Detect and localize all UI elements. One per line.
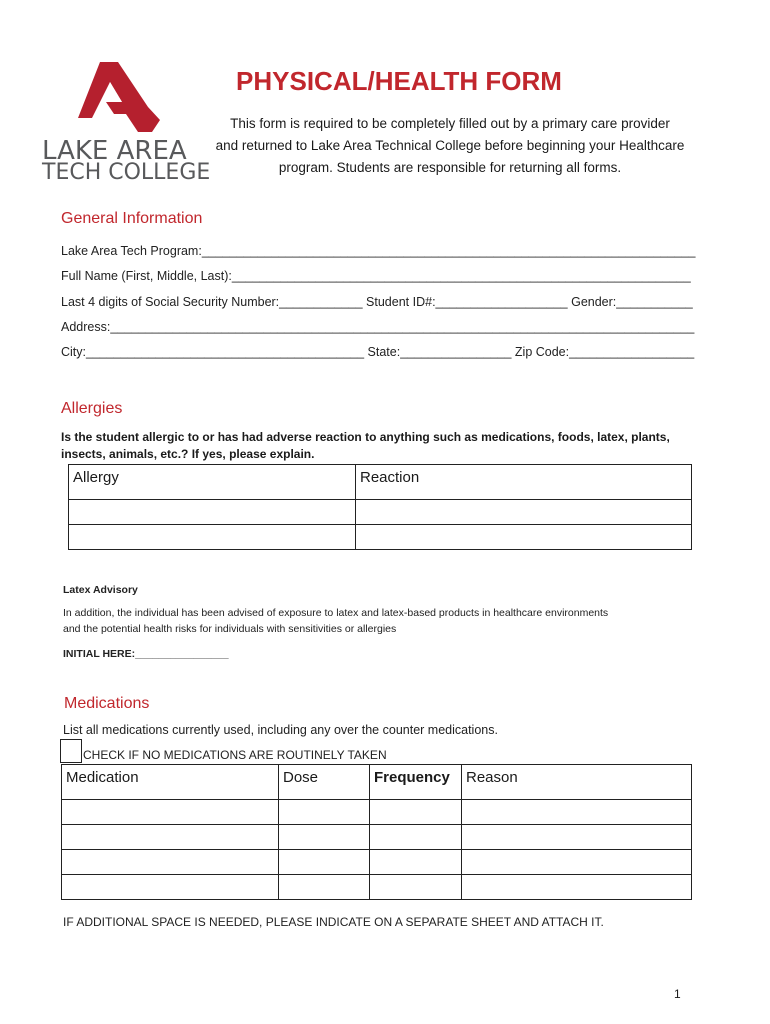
frequency-cell[interactable]	[370, 825, 462, 850]
reaction-cell[interactable]	[356, 500, 692, 525]
additional-space-note: IF ADDITIONAL SPACE IS NEEDED, PLEASE INDICATE ON A SEPARATE SHEET AND ATTACH IT.	[63, 915, 604, 929]
table-row	[62, 875, 692, 900]
dose-cell[interactable]	[279, 800, 370, 825]
allergy-header-row	[69, 465, 692, 500]
intro-line-3: program. Students are responsible for returning all forms.	[278, 160, 622, 175]
table-row	[62, 825, 692, 850]
allergy-col-header: Allergy	[69, 465, 356, 500]
latex-initial-field[interactable]: INITIAL HERE:________________	[63, 648, 229, 660]
frequency-col-header: Frequency	[370, 765, 462, 800]
dose-cell[interactable]	[279, 825, 370, 850]
frequency-cell[interactable]	[370, 875, 462, 900]
reaction-cell[interactable]	[356, 525, 692, 550]
reason-col-header: Reason	[462, 765, 692, 800]
latex-heading: Latex Advisory	[63, 584, 138, 596]
dose-cell[interactable]	[279, 875, 370, 900]
medication-cell[interactable]	[62, 800, 279, 825]
reason-cell[interactable]	[462, 800, 692, 825]
medication-cell[interactable]	[62, 825, 279, 850]
medication-header-row	[62, 765, 692, 800]
medications-instruction: List all medications currently used, including any over the counter medications.	[63, 723, 498, 737]
table-row	[69, 525, 692, 550]
dose-col-header: Dose	[279, 765, 370, 800]
intro-line-1: This form is required to be completely filled out by a primary care provider	[230, 116, 670, 131]
medication-col-header: Medication	[62, 765, 279, 800]
reaction-col-header: Reaction	[356, 465, 692, 500]
full-name-field[interactable]: Full Name (First, Middle, Last):__________________________________________________________________	[61, 269, 691, 283]
logo-text-line2: TECH COLLEGE	[42, 160, 211, 185]
latex-text-line2: and the potential health risks for individuals with sensitivities or allergies	[63, 623, 397, 635]
allergies-question-line1: Is the student allergic to or has had adverse reaction to anything such as medications, foods, latex, plants,	[61, 430, 670, 444]
table-row	[62, 800, 692, 825]
no-medications-label: CHECK IF NO MEDICATIONS ARE ROUTINELY TAKEN	[83, 748, 387, 762]
table-row	[62, 850, 692, 875]
ssn-id-gender-field[interactable]: Last 4 digits of Social Security Number:____________ Student ID#:___________________ Gender:___________	[61, 295, 693, 309]
dose-cell[interactable]	[279, 850, 370, 875]
city-state-zip-field[interactable]: City:________________________________________ State:________________ Zip Code:__________________	[61, 345, 695, 359]
medication-table	[61, 764, 692, 900]
allergy-cell[interactable]	[69, 525, 356, 550]
page-number: 1	[674, 987, 681, 1001]
allergy-cell[interactable]	[69, 500, 356, 525]
reason-cell[interactable]	[462, 850, 692, 875]
address-field[interactable]: Address:____________________________________________________________________________________	[61, 320, 695, 334]
reason-cell[interactable]	[462, 825, 692, 850]
medications-heading: Medications	[64, 695, 150, 712]
general-info-heading: General Information	[61, 210, 203, 227]
logo-text-line1: LAKE AREA	[42, 136, 187, 166]
frequency-cell[interactable]	[370, 800, 462, 825]
allergies-question-line2: insects, animals, etc.? If yes, please explain.	[61, 447, 315, 461]
frequency-cell[interactable]	[370, 850, 462, 875]
reason-cell[interactable]	[462, 875, 692, 900]
intro-line-2: and returned to Lake Area Technical College before beginning your Healthcare	[215, 138, 685, 153]
medication-cell[interactable]	[62, 875, 279, 900]
allergy-table	[68, 464, 692, 550]
latex-text-line1: In addition, the individual has been advised of exposure to latex and latex-based products in healthcare environments	[63, 607, 609, 619]
allergies-heading: Allergies	[61, 400, 123, 417]
no-medications-checkbox[interactable]	[60, 739, 82, 763]
page-title: PHYSICAL/HEALTH FORM	[236, 66, 562, 96]
medication-cell[interactable]	[62, 850, 279, 875]
program-field[interactable]: Lake Area Tech Program:_______________________________________________________________________	[61, 244, 696, 258]
table-row	[69, 500, 692, 525]
